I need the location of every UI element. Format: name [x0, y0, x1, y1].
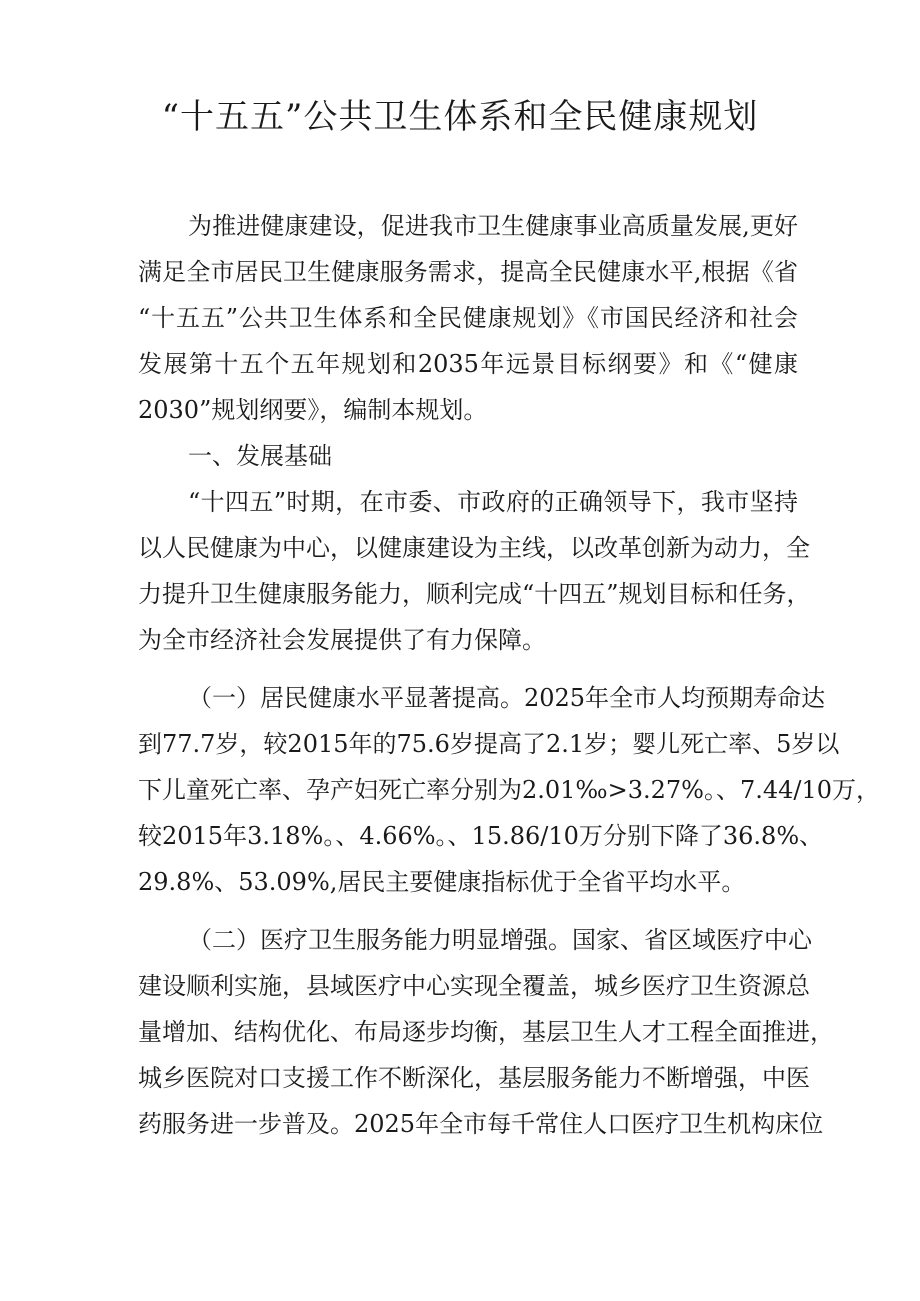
- item1-paragraph: [138, 675, 881, 905]
- basis-paragraph: [138, 479, 811, 663]
- paragraph-line: 城乡医院对口支援工作不断深化，基层服务能力不断增强，中医: [138, 1064, 810, 1092]
- paragraph-line: 建设顺利实施，县域医疗中心实现全覆盖，城乡医疗卫生资源总: [138, 972, 810, 1000]
- paragraph-line: 为推进健康建设，促进我市卫生健康事业高质量发展,更好: [188, 212, 798, 240]
- document-title: “十五五”公共卫生体系和全民健康规划: [161, 97, 759, 137]
- paragraph-line: 为全市经济社会发展提供了有力保障。: [138, 626, 546, 654]
- paragraph-line: 29.8%、53.09%,居民主要健康指标优于全省平均水平。: [138, 868, 746, 896]
- paragraph-line: 满足全市居民卫生健康服务需求，提高全民健康水平,根据《省: [138, 258, 798, 286]
- intro-paragraph: [138, 203, 798, 433]
- paragraph-gap: [138, 905, 798, 917]
- section-heading: 一、发展基础: [188, 442, 332, 470]
- item2-paragraph: [138, 917, 834, 1147]
- paragraph-line: 以人民健康为中心，以健康建设为主线，以改革创新为动力，全: [138, 534, 810, 562]
- paragraph-line: 药服务进一步普及。2025年全市每千常住人口医疗卫生机构床位: [138, 1110, 824, 1138]
- paragraph-line: （一）居民健康水平显著提高。2025年全市人均预期寿命达: [188, 684, 826, 712]
- paragraph-gap: [138, 663, 798, 675]
- paragraph-line: “十四五”时期，在市委、市政府的正确领导下，我市坚持: [188, 488, 798, 516]
- paragraph-line: “十五五”公共卫生体系和全民健康规划》《市国民经济和社会: [138, 304, 798, 332]
- paragraph-line: 力提升卫生健康服务能力，顺利完成“十四五”规划目标和任务，: [138, 580, 811, 608]
- paragraph-line: 量增加、结构优化、布局逐步均衡，基层卫生人才工程全面推进，: [138, 1018, 834, 1046]
- paragraph-line: 发展第十五个五年规划和2035年远景目标纲要》和《“健康: [138, 350, 798, 378]
- paragraph-line: （二）医疗卫生服务能力明显增强。国家、省区域医疗中心: [188, 926, 812, 954]
- paragraph-line: 2030”规划纲要》，编制本规划。: [138, 396, 488, 424]
- paragraph-line: 下儿童死亡率、孕产妇死亡率分别为2.01‰>3.27%。、7.44/10万，: [138, 776, 881, 804]
- paragraph-line: 到77.7岁，较2015年的75.6岁提高了2.1岁；婴儿死亡率、5岁以: [138, 730, 840, 758]
- paragraph-line: 较2015年3.18%。、4.66%。、15.86/10万分别下降了36.8%、: [138, 822, 824, 850]
- document-body: [138, 203, 881, 1147]
